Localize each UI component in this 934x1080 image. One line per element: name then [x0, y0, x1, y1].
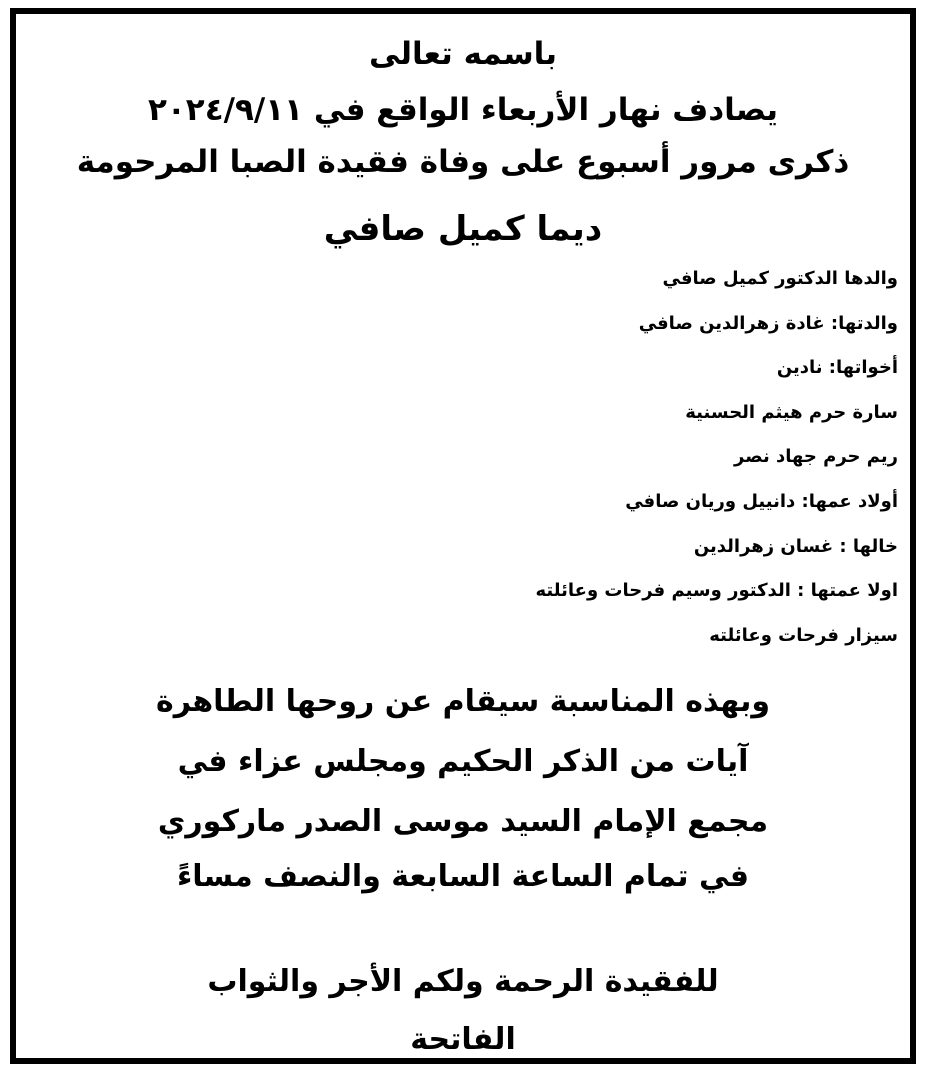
family-uncle: خالها : غسان زهرالدين	[693, 535, 898, 557]
family-father: والدها الدكتور كميل صافي	[662, 268, 898, 289]
closing-line-6: الفاتحة	[410, 1022, 516, 1057]
family-sisters: أخواتها: نادين	[776, 357, 898, 379]
closing-line-3: مجمع الإمام السيد موسى الصدر ماركوري	[157, 804, 769, 839]
basmala-heading: باسمه تعالى	[369, 36, 557, 72]
date-line: يصادف نهار الأربعاء الواقع في ٢٠٢٤/٩/١١	[147, 92, 779, 128]
closing-line-4: في تمام الساعة السابعة والنصف مساءً	[176, 859, 750, 894]
notice-frame	[10, 8, 916, 1064]
family-sister-reem: ريم حرم جهاد نصر	[734, 446, 898, 468]
family-mother: والدتها: غادة زهرالدين صافي	[638, 312, 898, 334]
closing-line-2: آيات من الذكر الحكيم ومجلس عزاء في	[177, 744, 749, 779]
deceased-name: ديما كميل صافي	[323, 209, 603, 249]
family-aunt-children: اولا عمتها : الدكتور وسيم فرحات وعائلته	[535, 580, 898, 602]
memorial-line: ذكرى مرور أسبوع على وفاة فقيدة الصبا المرحومة	[76, 144, 850, 180]
closing-line-5: للفقيدة الرحمة ولكم الأجر والثواب	[207, 964, 719, 999]
family-list	[18, 264, 898, 665]
closing-line-1: وبهذه المناسبة سيقام عن روحها الطاهرة	[156, 684, 770, 719]
family-cousins: أولاد عمها: دانييل وريان صافي	[625, 490, 898, 512]
family-sister-sara: سارة حرم هيثم الحسنية	[685, 401, 898, 423]
family-cesar: سيزار فرحات وعائلته	[709, 624, 898, 646]
